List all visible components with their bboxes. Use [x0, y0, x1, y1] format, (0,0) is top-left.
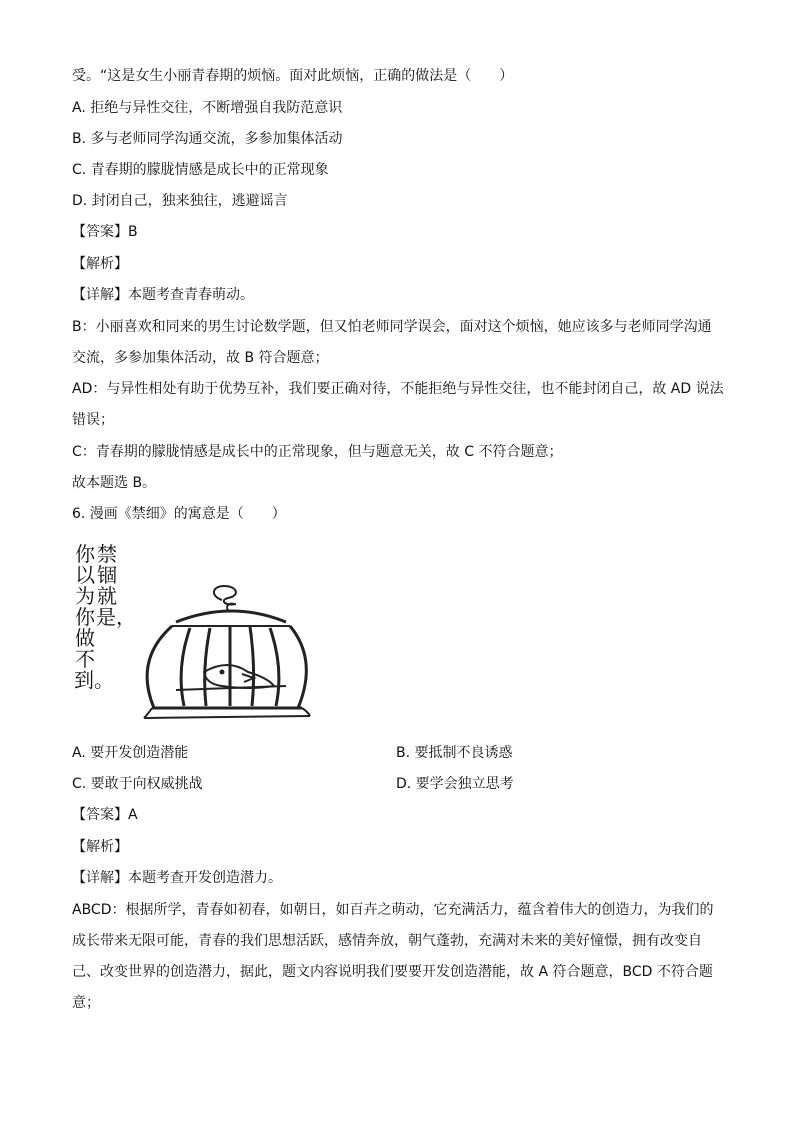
answer-tag: 【答案】 — [72, 224, 128, 240]
question-6-stem: 6. 漫画《禁细》的寓意是（ ） — [72, 506, 286, 522]
q5-option-b: B. 多与老师同学沟通交流，多参加集体活动 — [72, 131, 343, 147]
answer-value: B — [128, 224, 138, 240]
q6-option-b: B. 要抵制不良诱惑 — [396, 745, 513, 761]
q6-detail — [72, 868, 282, 888]
detail-tag: 【详解】 — [72, 287, 128, 303]
q5-answer — [72, 222, 138, 242]
q5-analysis-tag: 【解析】 — [72, 256, 128, 272]
q5-explanation-line: C：青春期的朦胧情感是成长中的正常现象，但与题意无关，故 C 不符合题意； — [72, 444, 563, 460]
detail-text: 本题考查开发创造潜力。 — [128, 870, 282, 886]
q6-explanation-line: 意； — [72, 995, 100, 1011]
answer-value: A — [128, 807, 138, 823]
question-5-stem: 受。“这是女生小丽青春期的烦恼。面对此烦恼，正确的做法是（ ） — [72, 68, 514, 84]
q6-option-c: C. 要敢于向权威挑战 — [72, 776, 203, 792]
q6-explanation-line: ABCD：根据所学，青春如初春，如朝日，如百卉之萌动，它充满活力，蕴含着伟大的创造力，为我们的 — [72, 902, 714, 918]
q6-explanation-line: 成长带来无限可能，青春的我们思想活跃，感情奔放，朝气蓬勃，充满对未来的美好憧憬，拥有改变自 — [72, 933, 702, 949]
q5-explanation-line: 故本题选 B。 — [72, 475, 157, 491]
q5-option-d: D. 封闭自己，独来独往，逃避谣言 — [72, 193, 288, 209]
q6-option-d: D. 要学会独立思考 — [396, 776, 514, 792]
q5-explanation-line: 交流，多参加集体活动，故 B 符合题意； — [72, 350, 329, 366]
cartoon-caption-left: 你以为你做不到。 — [74, 542, 114, 692]
cartoon-caption-right: 禁锢就是， — [96, 542, 136, 629]
q6-explanation-line: 己、改变世界的创造潜力，据此，题文内容说明我们要要开发创造潜能，故 A 符合题意，BCD 不符合题 — [72, 964, 713, 980]
answer-tag: 【答案】 — [72, 807, 128, 823]
q5-option-a: A. 拒绝与异性交往，不断增强自我防范意识 — [72, 100, 343, 116]
q5-detail — [72, 285, 254, 305]
q5-explanation-line: B：小丽喜欢和同来的男生讨论数学题，但又怕老师同学误会，面对这个烦恼，她应该多与老师同学沟通 — [72, 319, 712, 335]
q5-option-c: C. 青春期的朦胧情感是成长中的正常现象 — [72, 162, 329, 178]
q5-explanation-line: 错误； — [72, 412, 114, 428]
detail-text: 本题考查青春萌动。 — [128, 287, 254, 303]
birdcage-drawing — [72, 540, 312, 725]
cartoon-image — [72, 540, 312, 725]
q6-option-a: A. 要开发创造潜能 — [72, 745, 189, 761]
q6-answer — [72, 805, 138, 825]
detail-tag: 【详解】 — [72, 870, 128, 886]
q6-analysis-tag: 【解析】 — [72, 839, 128, 855]
q5-explanation-line: AD：与异性相处有助于优势互补，我们要正确对待，不能拒绝与异性交往，也不能封闭自己，故 AD 说法 — [72, 381, 724, 397]
